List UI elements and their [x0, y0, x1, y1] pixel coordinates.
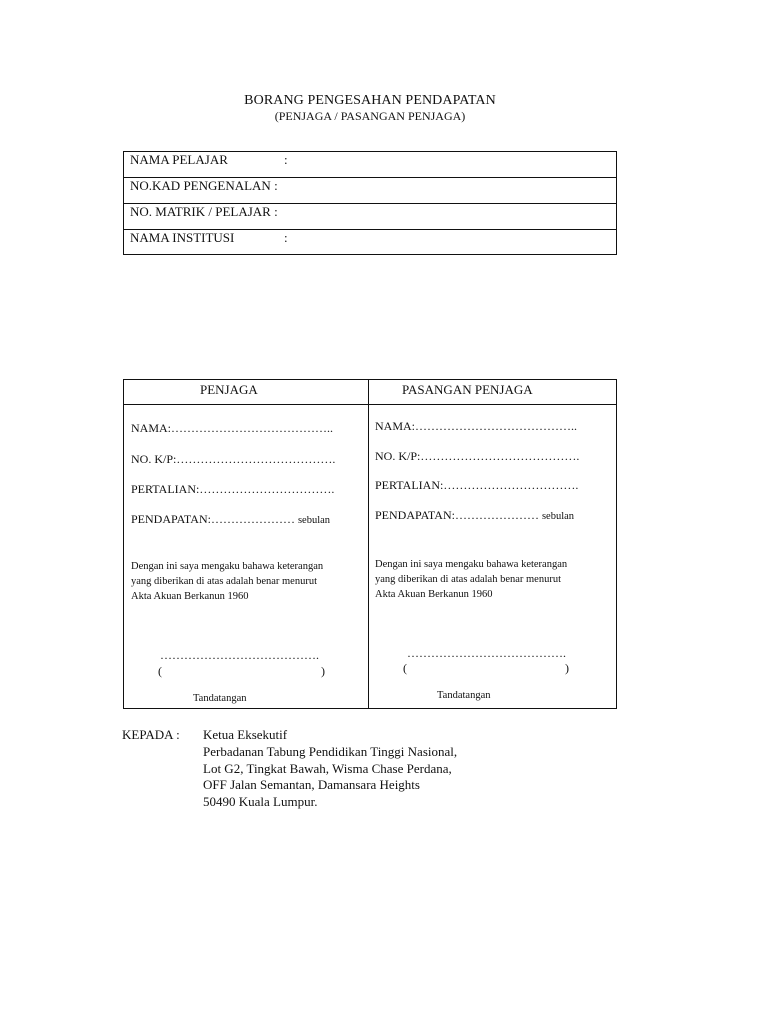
spouse-heading: PASANGAN PENJAGA	[402, 382, 533, 397]
guardian-heading: PENJAGA	[200, 382, 258, 397]
matric-number-row	[124, 204, 616, 230]
guardian-income-label: PENDAPATAN:…………………	[131, 512, 295, 526]
spouse-signature-line: ………………………………….	[407, 646, 566, 660]
guardian-relationship-field: PERTALIAN:…………………………….	[131, 482, 335, 496]
student-name-label: NAMA PELAJAR	[130, 152, 228, 167]
spouse-name-field: NAMA:…………………………………..	[375, 419, 578, 433]
spouse-income-label: PENDAPATAN:…………………	[375, 508, 539, 522]
guardian-monthly-label: sebulan	[297, 515, 331, 526]
form-subtitle: (PENJAGA / PASANGAN PENJAGA)	[274, 109, 466, 123]
guardian-income-field	[131, 512, 330, 527]
form-title: BORANG PENGESAHAN PENDAPATAN	[244, 93, 496, 108]
spouse-relationship-field: PERTALIAN:…………………………….	[375, 478, 579, 492]
matric-number-label: NO. MATRIK / PELAJAR :	[130, 204, 278, 219]
spouse-declaration	[375, 557, 567, 602]
guardian-name-field: NAMA:…………………………………..	[131, 421, 334, 435]
guardian-signature-line: ………………………………….	[160, 648, 319, 662]
guardian-ic-field: NO. K/P:………………………………….	[131, 452, 336, 466]
institution-name-colon: :	[284, 230, 288, 245]
spouse-ic-field: NO. K/P:………………………………….	[375, 449, 580, 463]
spouse-declaration-line-1: Dengan ini saya mengaku bahawa keterangan	[375, 559, 568, 570]
header-divider	[124, 404, 616, 405]
spouse-paren-close: )	[565, 661, 569, 675]
guardian-declaration-line-2: yang diberikan di atas adalah benar menurut	[131, 576, 318, 587]
guardian-income-table	[123, 379, 617, 709]
column-divider	[368, 380, 369, 708]
institution-name-label: NAMA INSTITUSI	[130, 230, 235, 245]
spouse-signature-label: Tandatangan	[437, 690, 491, 701]
spouse-declaration-line-3: Akta Akuan Berkanun 1960	[375, 589, 493, 600]
address-line-1: Ketua Eksekutif	[203, 727, 288, 742]
address-line-3: Lot G2, Tingkat Bawah, Wisma Chase Perdana,	[203, 761, 452, 776]
student-info-table	[123, 151, 617, 255]
institution-name-row	[124, 230, 616, 256]
guardian-declaration	[131, 559, 323, 604]
spouse-declaration-line-2: yang diberikan di atas adalah benar menurut	[375, 574, 562, 585]
student-name-colon: :	[284, 152, 288, 167]
spouse-paren-open: (	[403, 661, 407, 675]
student-name-row	[124, 152, 616, 178]
address-line-2: Perbadanan Tabung Pendidikan Tinggi Nasional,	[203, 744, 458, 759]
ic-number-row	[124, 178, 616, 204]
guardian-declaration-line-3: Akta Akuan Berkanun 1960	[131, 591, 249, 602]
guardian-declaration-line-1: Dengan ini saya mengaku bahawa keterangan	[131, 561, 324, 572]
address-line-5: 50490 Kuala Lumpur.	[203, 794, 318, 809]
address-line-4: OFF Jalan Semantan, Damansara Heights	[203, 777, 420, 792]
ic-number-label: NO.KAD PENGENALAN :	[130, 178, 278, 193]
recipient-label: KEPADA :	[122, 727, 180, 742]
guardian-paren-close: )	[321, 664, 325, 678]
guardian-signature-label: Tandatangan	[193, 693, 247, 704]
guardian-paren-open: (	[158, 664, 162, 678]
spouse-income-field	[375, 508, 574, 523]
spouse-monthly-label: sebulan	[541, 511, 575, 522]
